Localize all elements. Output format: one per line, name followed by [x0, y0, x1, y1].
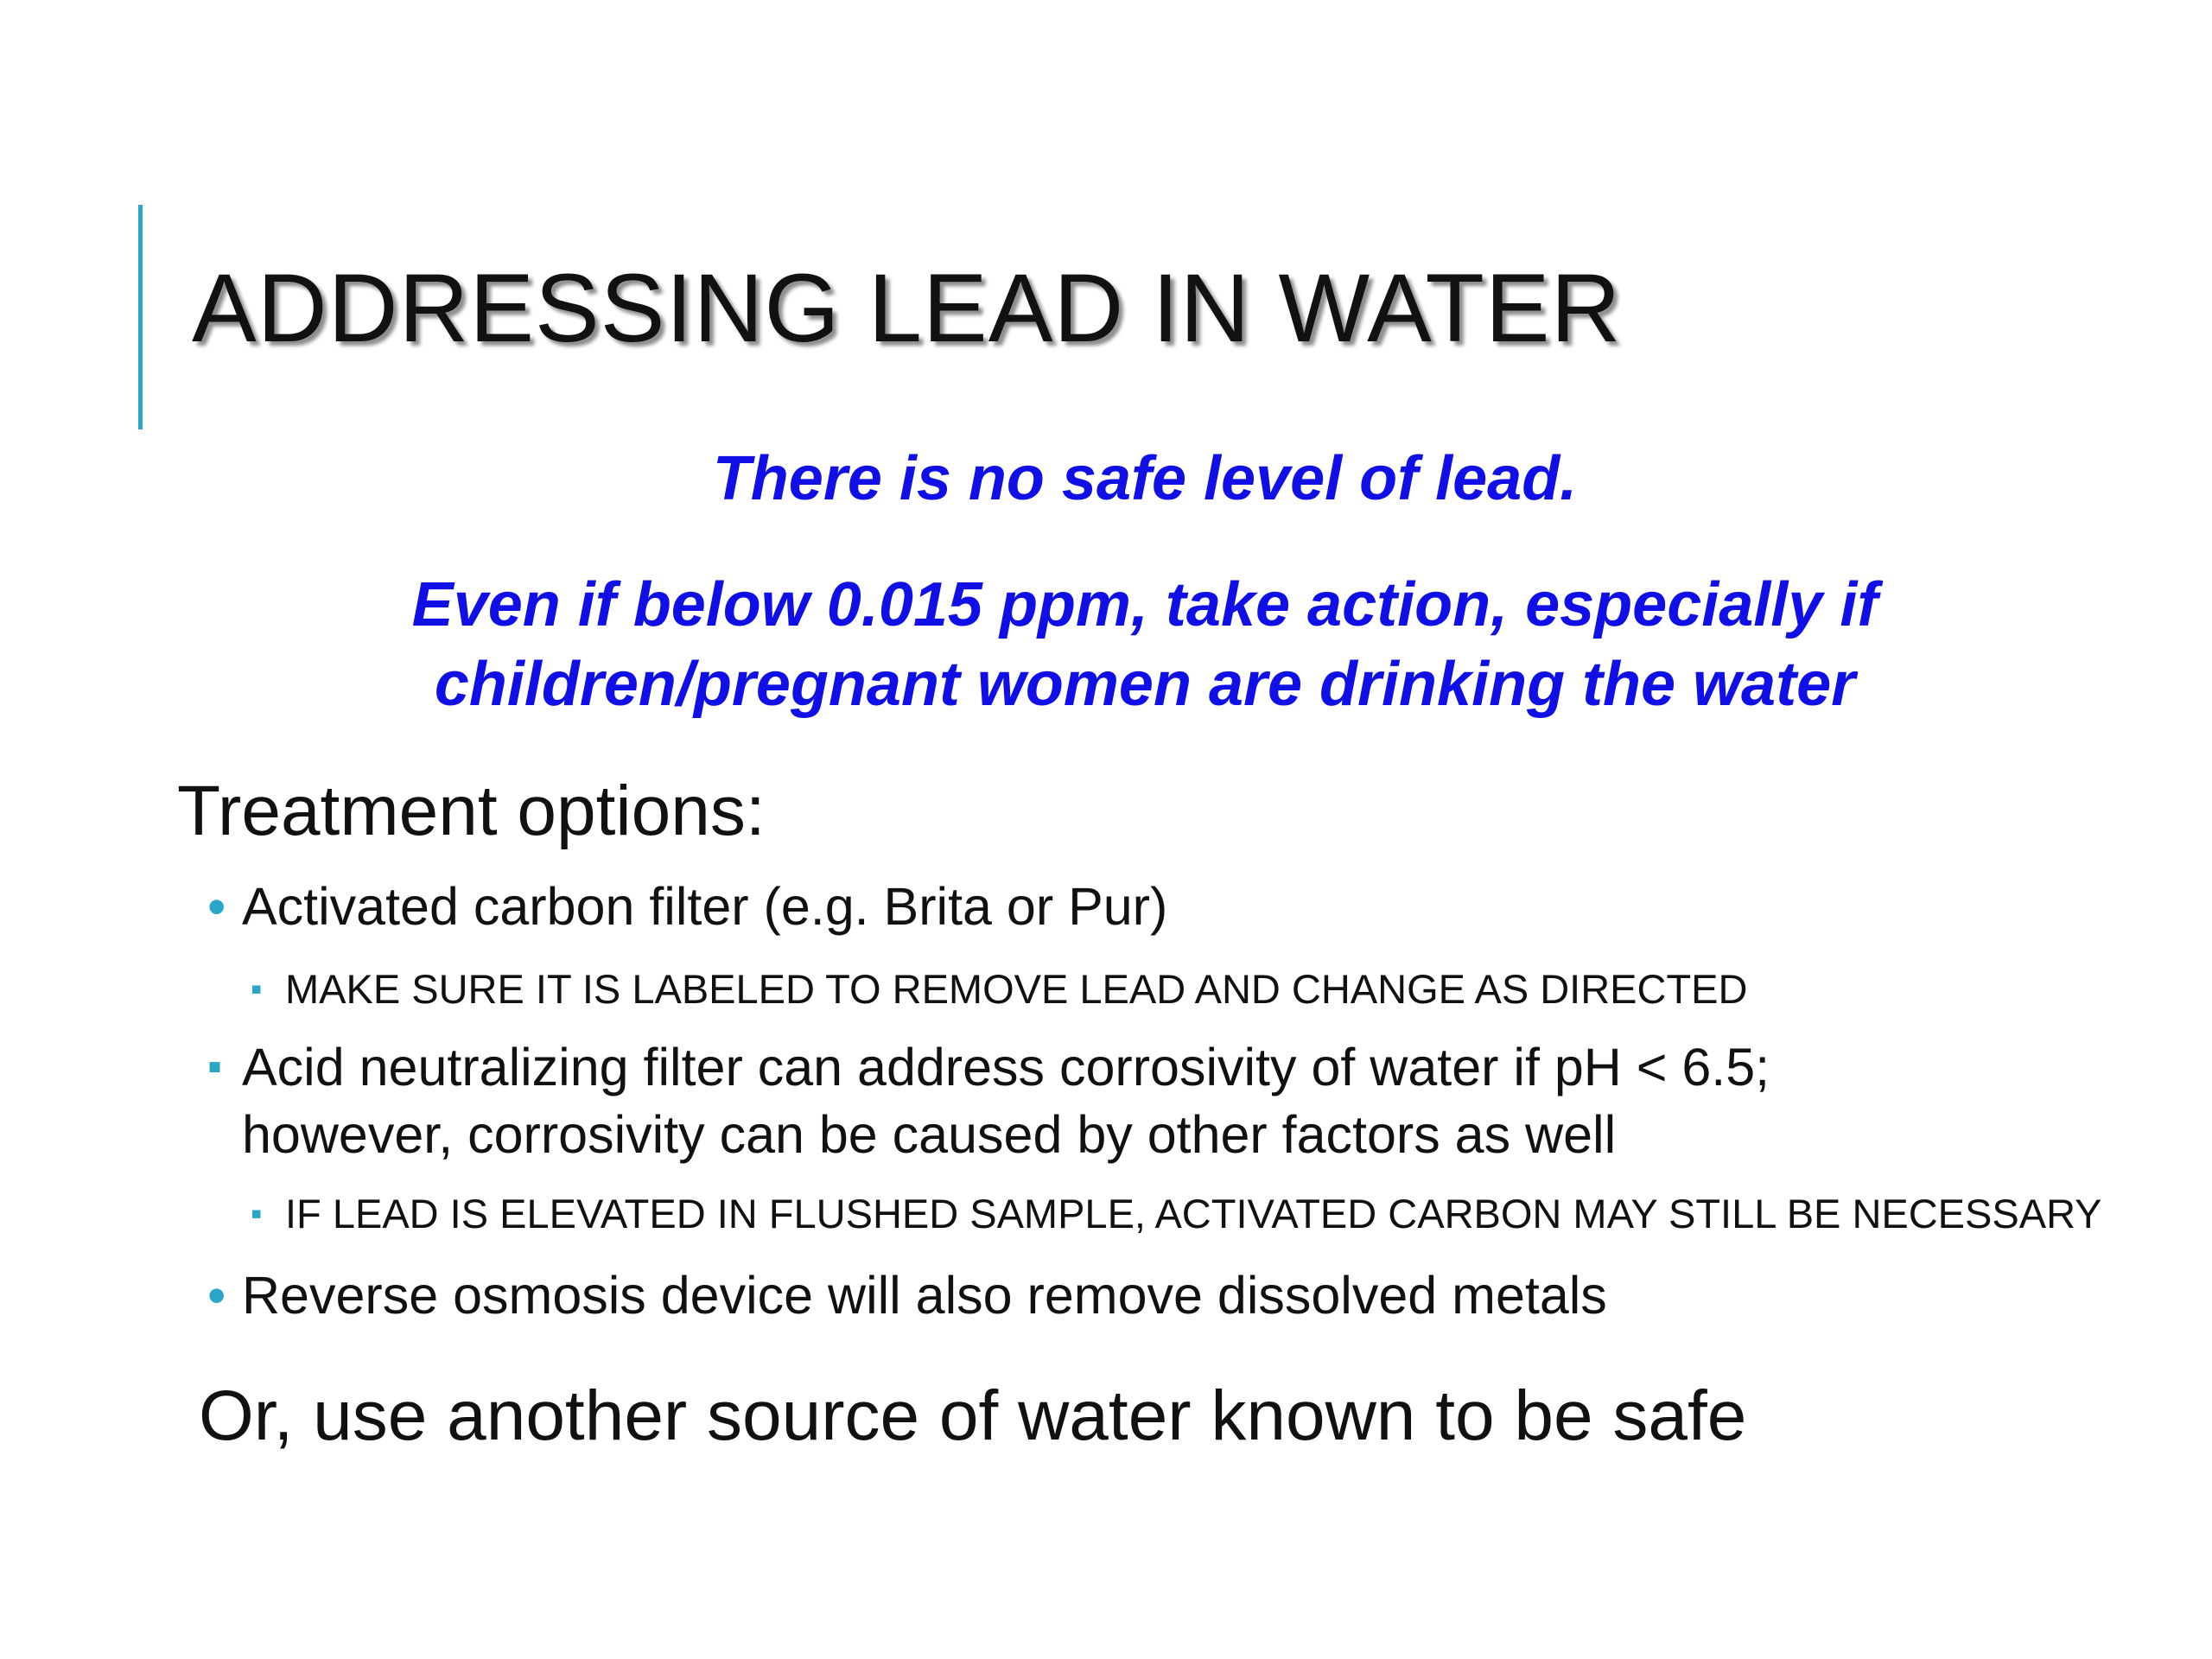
subbullet-text: IF LEAD IS ELEVATED IN FLUSHED SAMPLE, ACTIVATED CARBON MAY STILL BE NECESSARY [285, 1191, 2102, 1236]
subbullet-flushed-sample [251, 1188, 2102, 1240]
bullet-text: Acid neutralizing filter can address corrosivity of water if pH < 6.5; however, corrosivity can be caused by other factors as well [242, 1038, 1770, 1164]
bullet-activated-carbon [207, 873, 1167, 940]
closing-statement: Or, use another source of water known to be safe [199, 1376, 1747, 1455]
bullet-dot-icon: • [207, 877, 226, 936]
slide-title: ADDRESSING LEAD IN WATER [192, 254, 1622, 362]
square-bullet-icon: ▪ [207, 1044, 223, 1090]
subbullet-text: MAKE SURE IT IS LABELED TO REMOVE LEAD AND CHANGE AS DIRECTED [285, 966, 1748, 1012]
callout-take-action: Even if below 0.015 ppm, take action, especially if children/pregnant women are drinking the water [411, 570, 1878, 719]
bullet-text: Activated carbon filter (e.g. Brita or Pur) [242, 877, 1168, 936]
bullet-acid-neutralizing [207, 1033, 1936, 1168]
square-bullet-icon: ▪ [251, 1196, 263, 1232]
section-heading: Treatment options: [177, 772, 766, 850]
square-bullet-icon: ▪ [251, 971, 263, 1007]
bullet-dot-icon: • [207, 1266, 226, 1325]
bullet-reverse-osmosis [207, 1262, 1607, 1329]
bullet-text: Reverse osmosis device will also remove dissolved metals [242, 1266, 1607, 1325]
subbullet-label-lead [251, 963, 1747, 1015]
callout-no-safe-level: There is no safe level of lead. [712, 444, 1578, 513]
title-accent-bar [138, 205, 143, 429]
